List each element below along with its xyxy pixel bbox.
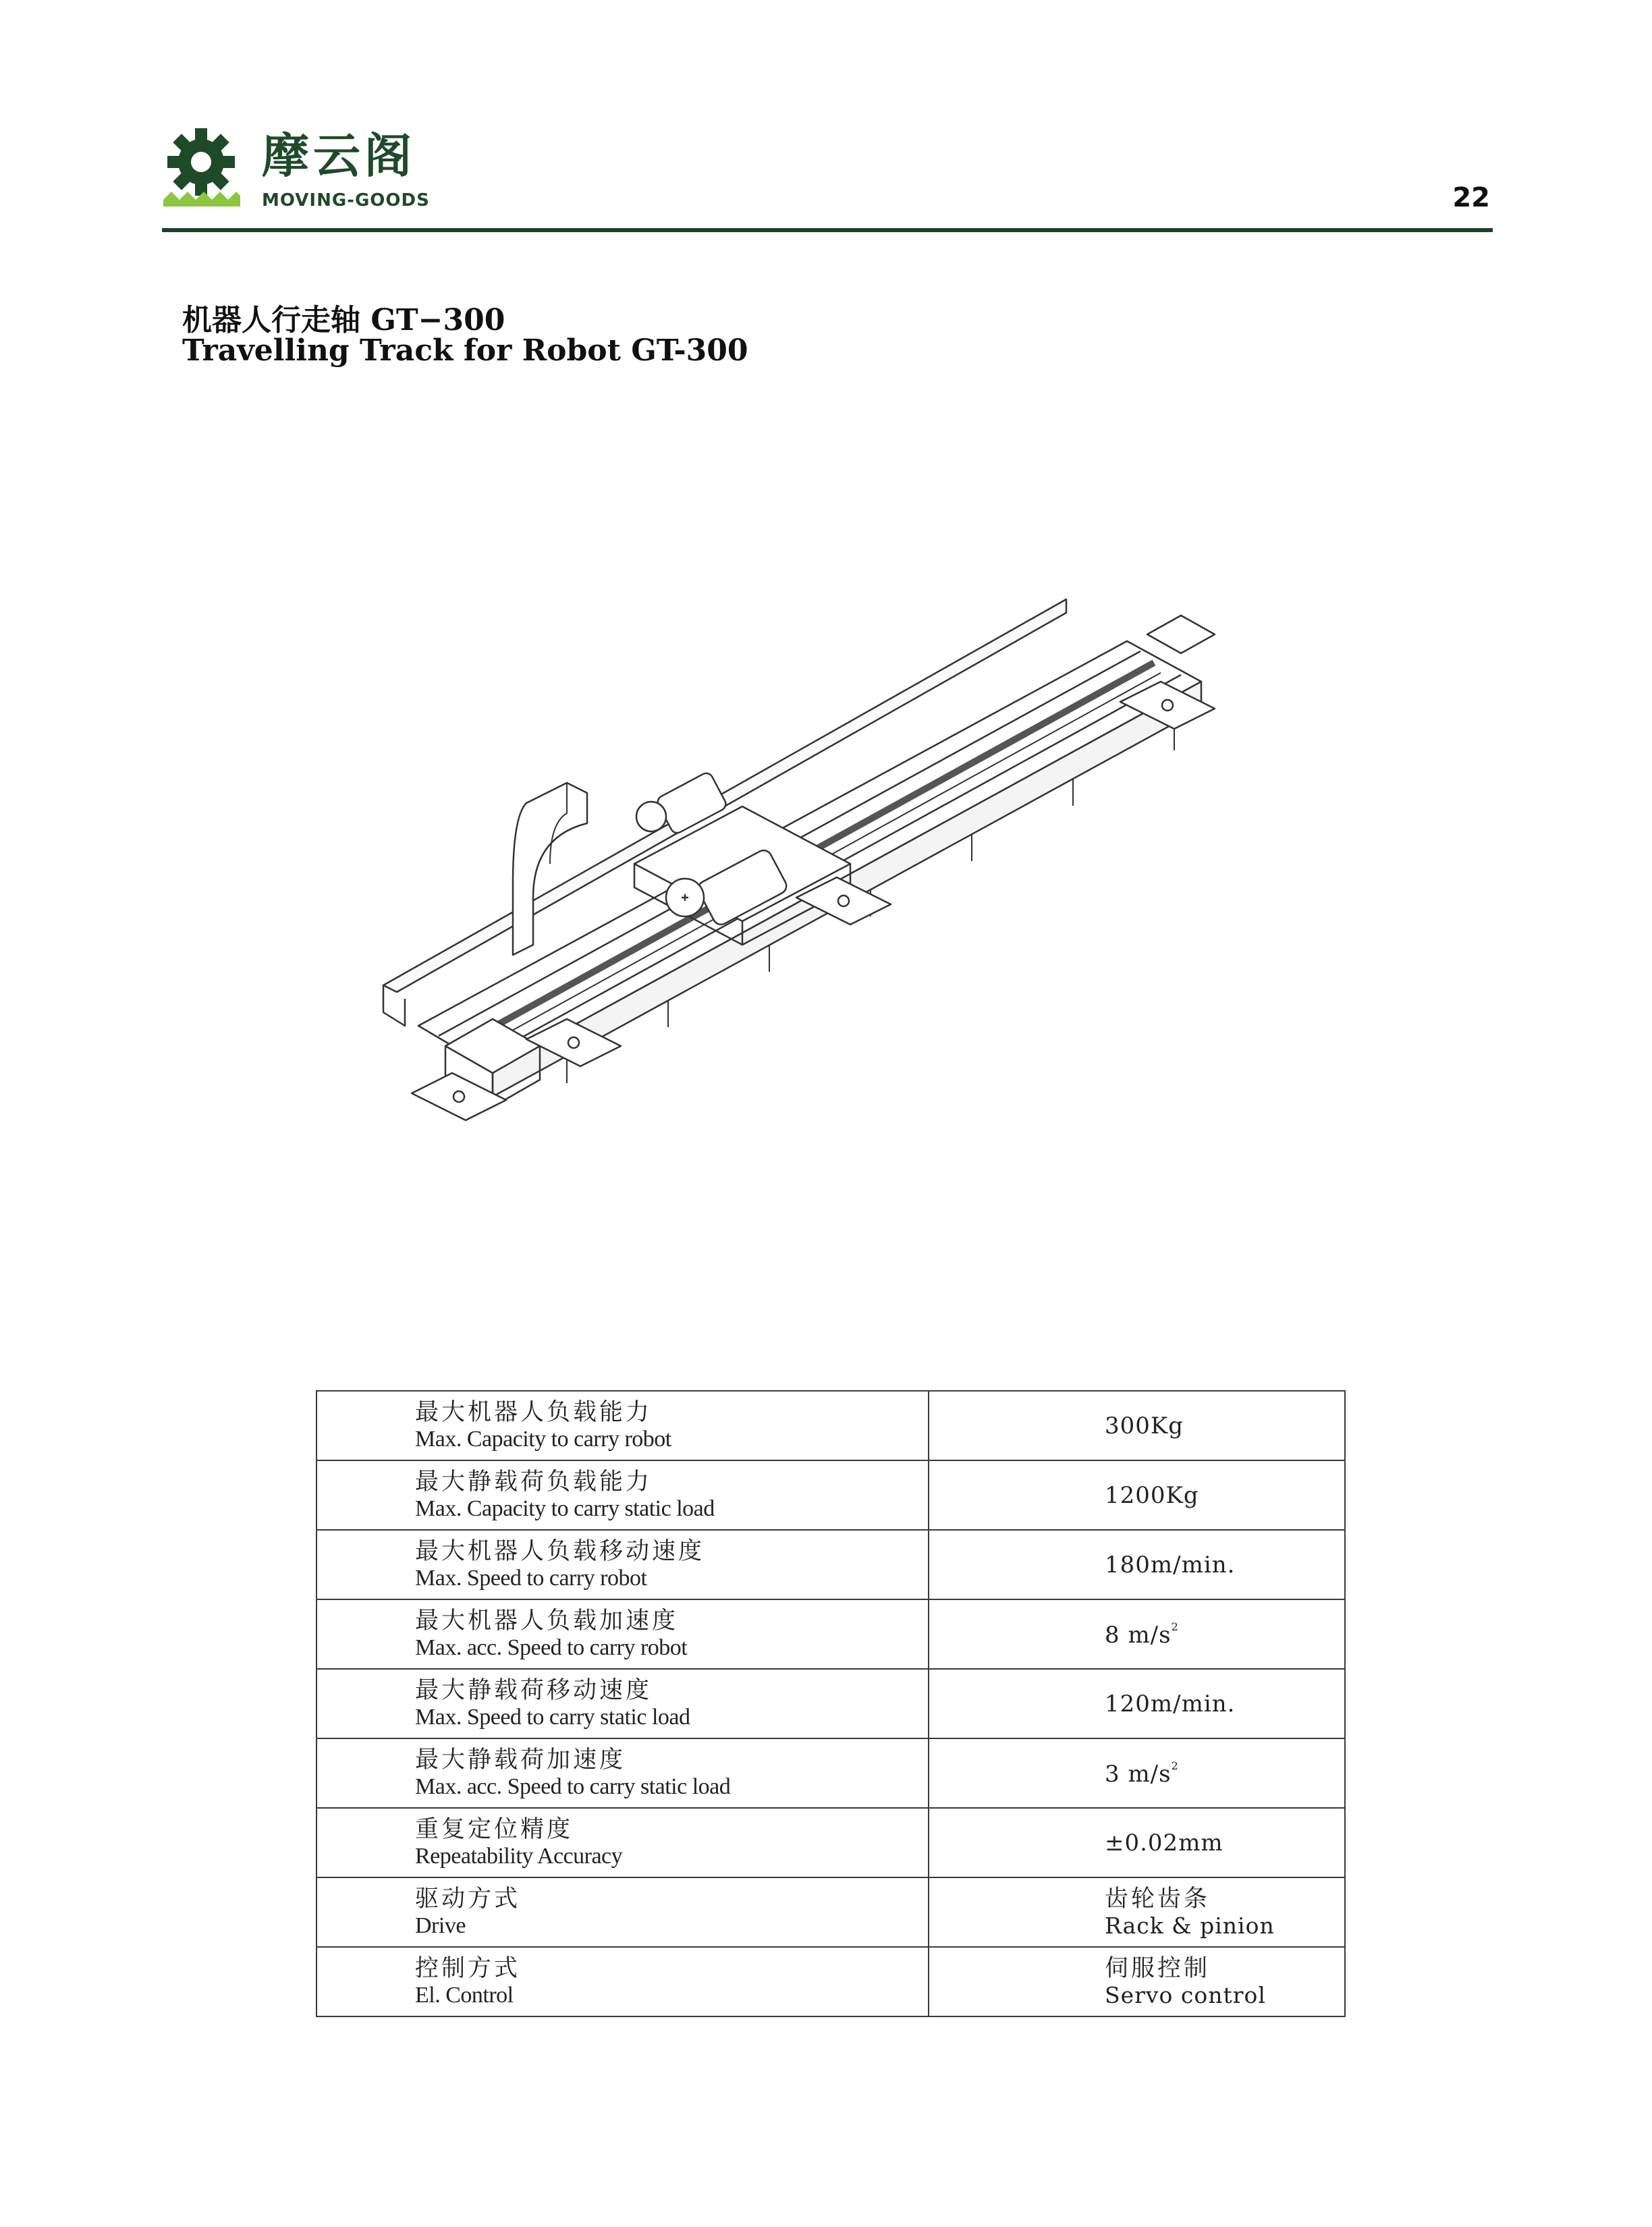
robot-travelling-track-drawing (364, 580, 1242, 1174)
spec-value-en: Rack & pinion (1105, 1912, 1275, 1939)
spec-label-cn: 最大静载荷加速度 (415, 1746, 626, 1774)
rack-icon (163, 192, 240, 207)
spec-label-en: Max. Speed to carry static load (415, 1704, 690, 1730)
spec-label-cn: 最大机器人负载移动速度 (415, 1537, 705, 1565)
spec-label-en: Max. Capacity to carry robot (415, 1426, 671, 1452)
spec-label-en: Repeatability Accuracy (415, 1843, 623, 1869)
spec-label-cell (316, 1738, 929, 1808)
spec-label-cell (316, 1530, 929, 1599)
spec-value-cell (929, 1808, 1345, 1877)
spec-value-exponent: 2 (1171, 1759, 1179, 1772)
spec-label-en: El. Control (415, 1982, 514, 2008)
spec-value-text: 8 m/s (1105, 1621, 1172, 1649)
table-row (316, 1877, 1345, 1947)
table-row (316, 1808, 1345, 1877)
spec-value-cell (929, 1669, 1345, 1738)
spec-value-cell (929, 1877, 1345, 1947)
table-row (316, 1669, 1345, 1738)
spec-label-en: Max. acc. Speed to carry static load (415, 1774, 731, 1799)
table-row (316, 1599, 1345, 1669)
spec-value-exponent: 2 (1171, 1620, 1179, 1633)
spec-label-cn: 最大机器人负载加速度 (415, 1607, 679, 1634)
spec-label-cell (316, 1669, 929, 1738)
spec-value-cell (929, 1738, 1345, 1808)
spec-label-cell (316, 1460, 929, 1530)
page-number: 22 (1452, 182, 1490, 213)
spec-label-cell (316, 1947, 929, 2016)
spec-value-cell (929, 1460, 1345, 1530)
spec-label-cn: 控制方式 (415, 1954, 521, 1982)
spec-value: 120m/min. (1105, 1690, 1236, 1717)
spec-value-cn: 伺服控制 (1105, 1954, 1211, 1982)
spec-label-en: Max. Speed to carry robot (415, 1565, 647, 1591)
spec-label-cell (316, 1877, 929, 1947)
spec-value: ±0.02mm (1105, 1829, 1223, 1857)
spec-label-en: Drive (415, 1913, 466, 1938)
spec-value (1105, 1759, 1344, 1788)
spec-label-cell (316, 1808, 929, 1877)
spec-value-cell (929, 1599, 1345, 1669)
table-row (316, 1391, 1345, 1460)
table-row (316, 1530, 1345, 1599)
spec-label-cell (316, 1391, 929, 1460)
title-chinese: 机器人行走轴 GT−300 (182, 303, 505, 337)
spec-label-cn: 驱动方式 (415, 1885, 521, 1913)
spec-value-cn: 齿轮齿条 (1105, 1885, 1211, 1913)
spec-value-cell (929, 1391, 1345, 1460)
spec-value-cell (929, 1947, 1345, 2016)
spec-label-cn: 最大静载荷负载能力 (415, 1468, 653, 1495)
logo-chinese-name: 摩云阁 (262, 128, 416, 184)
spec-label-cn: 重复定位精度 (415, 1815, 574, 1843)
table-row (316, 1738, 1345, 1808)
gear-icon (167, 128, 235, 196)
spec-value: 1200Kg (1105, 1481, 1199, 1509)
specification-table (316, 1390, 1346, 2017)
logo-english-name: MOVING-GOODS (262, 190, 430, 211)
spec-value-text: 3 m/s (1105, 1760, 1172, 1788)
spec-value-cell (929, 1530, 1345, 1599)
table-row (316, 1460, 1345, 1530)
spec-label-cn: 最大静载荷移动速度 (415, 1676, 653, 1704)
spec-value (1105, 1620, 1344, 1649)
spec-value: 180m/min. (1105, 1551, 1236, 1578)
title-english: Travelling Track for Robot GT-300 (182, 333, 748, 368)
spec-label-en: Max. acc. Speed to carry robot (415, 1634, 688, 1660)
spec-value: 300Kg (1105, 1412, 1184, 1439)
spec-label-cn: 最大机器人负载能力 (415, 1398, 653, 1426)
spec-value-en: Servo control (1105, 1981, 1266, 2008)
spec-label-cell (316, 1599, 929, 1669)
header-divider (162, 228, 1493, 232)
table-row (316, 1947, 1345, 2016)
spec-label-en: Max. Capacity to carry static load (415, 1495, 715, 1521)
